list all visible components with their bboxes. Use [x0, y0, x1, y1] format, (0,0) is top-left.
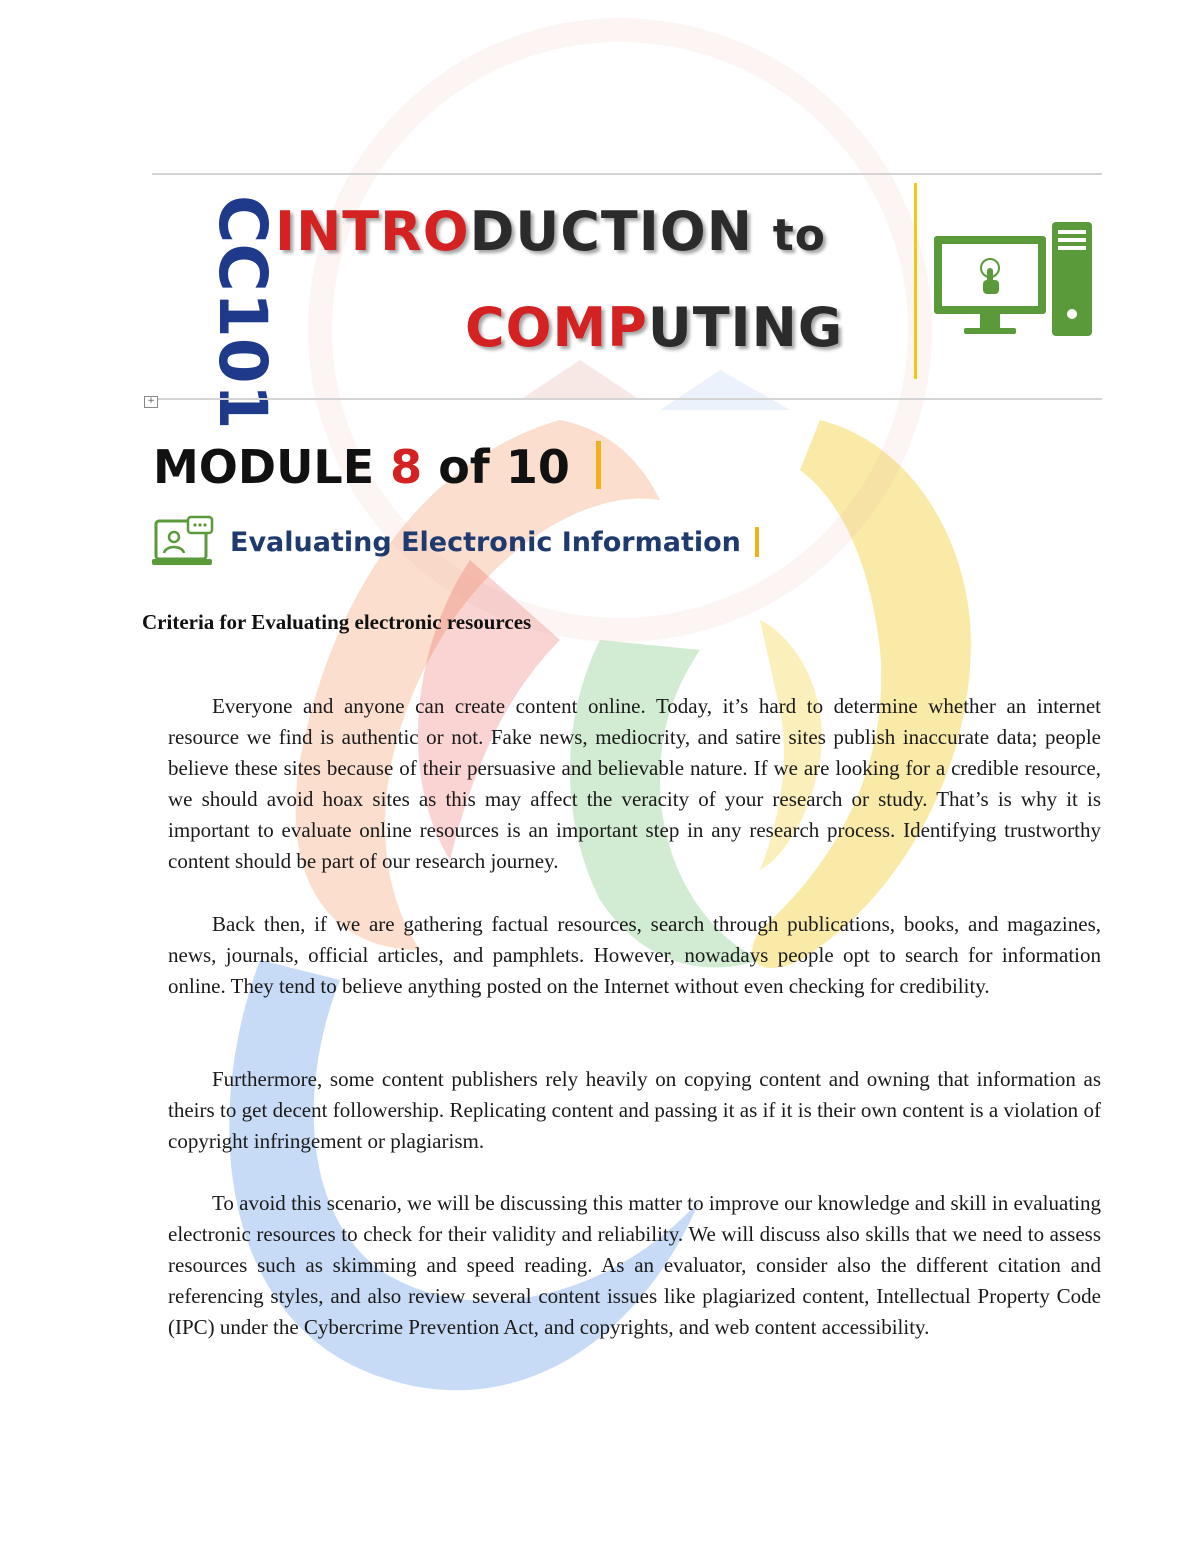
title-uting: UTING: [647, 296, 844, 359]
paragraph-2: Back then, if we are gathering factual resources, search through publications, books, and magazines, news, journals, official articles, and pamphlets. However, nowadays people opt to search for information online. They tend to believe anything posted on the Internet without even checking for credibility.: [168, 912, 1101, 998]
module-accent-bar: [596, 441, 601, 489]
header-top-rule: [152, 173, 1102, 175]
paragraph-4: To avoid this scenario, we will be discussing this matter to improve our knowledge and skill in evaluating electronic resources to check for their validity and reliability. We will discuss also skills that we need to assess resources such as skimming and speed reading. As an evaluator, consider also the different citation and referencing styles, and also review several content issues like plagiarized content, Intellectual Property Code (IPC) under the Cybercrime Prevention Act, and copyrights, and web content accessibility.: [168, 1191, 1101, 1339]
anchor-move-icon[interactable]: +: [144, 396, 158, 408]
topic-title: Evaluating Electronic Information: [230, 526, 741, 558]
topic-heading-row: [152, 514, 759, 570]
page-title-line-1: [275, 200, 826, 263]
header-bottom-rule: [152, 398, 1102, 400]
title-to: to: [772, 210, 827, 261]
computer-monitor-tower-icon: [928, 218, 1096, 343]
header-divider: [914, 183, 917, 379]
course-code-text: CC101: [204, 195, 281, 430]
paragraph-3: Furthermore, some content publishers rely heavily on copying content and owning that information as theirs to get decent followership. Replicating content and passing it as if it is their own content is a violation of copyright infringement or plagiarism.: [168, 1067, 1101, 1153]
online-meeting-icon: [152, 515, 216, 569]
module-number: 8: [390, 440, 423, 494]
module-heading: [153, 440, 601, 494]
title-duction: DUCTION: [469, 200, 753, 263]
title-comp-red: COMP: [465, 296, 648, 359]
topic-accent-bar: [755, 527, 759, 557]
section-heading: Criteria for Evaluating electronic resources: [142, 610, 532, 634]
title-intro-red: INTRO: [275, 200, 470, 263]
module-of-total: of 10: [438, 440, 570, 494]
course-code-logo: [158, 195, 281, 430]
paragraph-1: Everyone and anyone can create content online. Today, it’s hard to determine whether an internet resource we find is authentic or not. Fake news, mediocrity, and satire sites publish inaccurate data; people believe these sites because of their persuasive and believable nature. If we are looking for a credible resource, we should avoid hoax sites as this may affect the veracity of your research or study. That’s is why it is important to evaluate online resources is an important step in any research process. Identifying trustworthy content should be part of our research journey.: [168, 694, 1101, 873]
page-title-line-2: [465, 296, 843, 359]
module-label: MODULE: [153, 440, 375, 494]
